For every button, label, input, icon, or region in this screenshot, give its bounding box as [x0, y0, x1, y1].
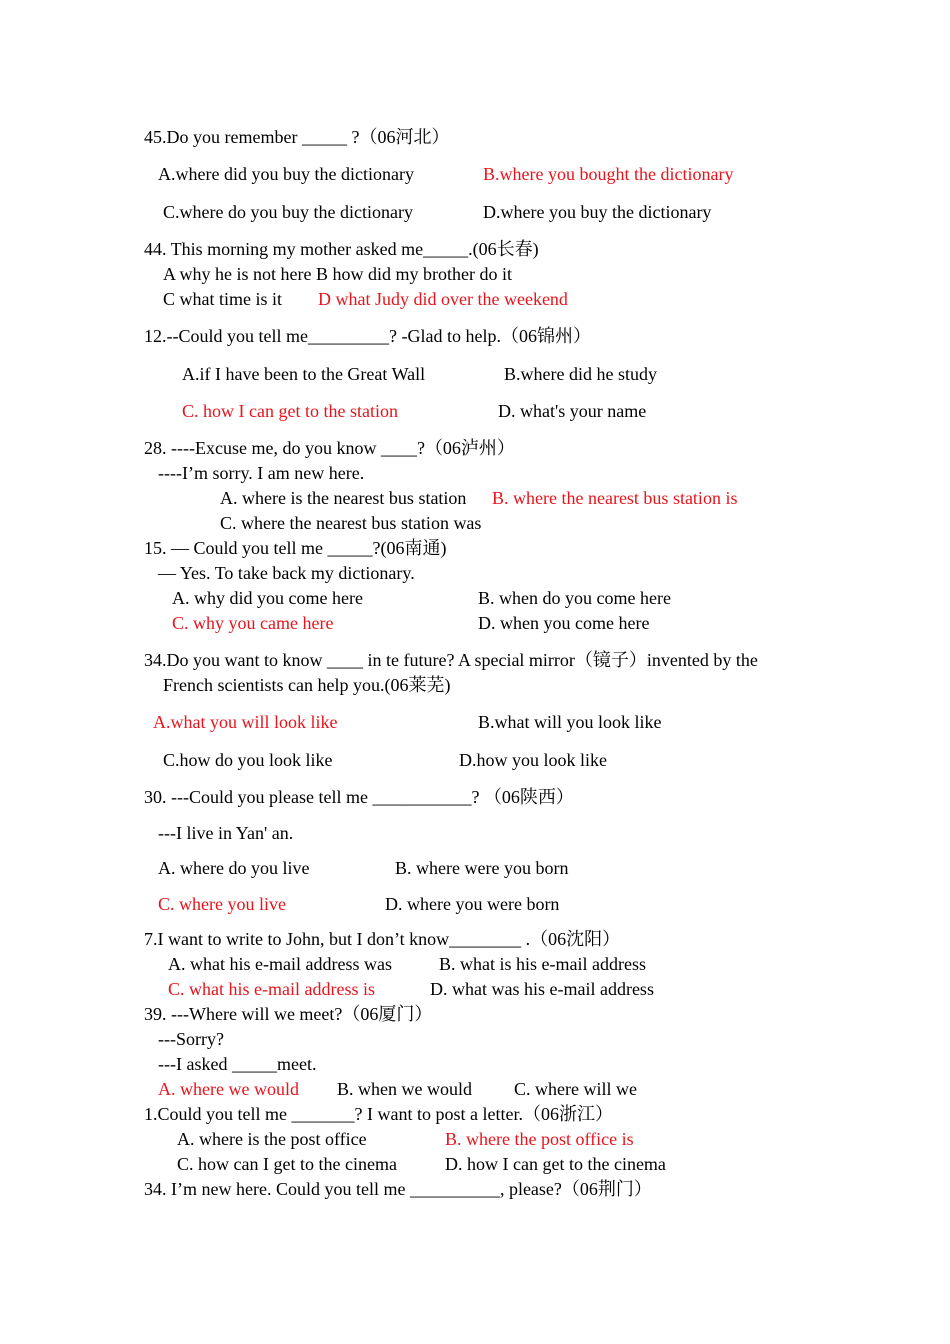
- answer-option-d: D what Judy did over the weekend: [318, 289, 568, 309]
- option-d: D. when you come here: [478, 613, 650, 633]
- option-c: C.how do you look like: [163, 750, 333, 770]
- question-28: 28. ----Excuse me, do you know ____?（06泸州）: [144, 438, 515, 458]
- option-a: A.if I have been to the Great Wall: [182, 364, 426, 384]
- question-34: 34.Do you want to know ____ in te future? A special mirror（镜子）invented by the: [144, 650, 758, 670]
- answer-option-b: B. where the post office is: [445, 1129, 634, 1149]
- answer-option-c: C. why you came here: [172, 613, 334, 633]
- dialogue-line: ---I asked _____meet.: [158, 1054, 317, 1074]
- answer-option-b: B.where you bought the dictionary: [483, 164, 734, 184]
- option-c: C.where do you buy the dictionary: [163, 202, 413, 222]
- question-34-continued: French scientists can help you.(06莱芜): [163, 675, 451, 695]
- option-a: A. where is the nearest bus station: [220, 488, 467, 508]
- option-d: D. what's your name: [498, 401, 647, 421]
- option-a: A. what his e-mail address was: [168, 954, 392, 974]
- question-34-jingmen: 34. I’m new here. Could you tell me __________, please?（06荆门）: [144, 1179, 652, 1199]
- option-a: A.where did you buy the dictionary: [158, 164, 414, 184]
- option-b: B. when do you come here: [478, 588, 671, 608]
- answer-option-a: A. where we would: [158, 1079, 299, 1099]
- question-15: 15. — Could you tell me _____?(06南通): [144, 538, 447, 558]
- option-b: B.where did he study: [504, 364, 657, 384]
- answer-option-c: C. how I can get to the station: [182, 401, 398, 421]
- answer-option-c: C. where you live: [158, 894, 286, 914]
- answer-option-c: C. what his e-mail address is: [168, 979, 375, 999]
- question-39: 39. ---Where will we meet?（06厦门）: [144, 1004, 433, 1024]
- question-45: 45.Do you remember _____ ?（06河北）: [144, 127, 450, 147]
- option-a-b: A why he is not here B how did my brother do it: [163, 264, 512, 284]
- option-a: A. where do you live: [158, 858, 310, 878]
- question-44: 44. This morning my mother asked me_____.(06长春): [144, 239, 539, 259]
- question-30: 30. ---Could you please tell me ___________? （06陕西）: [144, 787, 574, 807]
- option-a: A. why did you come here: [172, 588, 363, 608]
- answer-option-b: B. where the nearest bus station is: [492, 488, 738, 508]
- option-c: C. where will we: [514, 1079, 637, 1099]
- option-b: B.what will you look like: [478, 712, 662, 732]
- question-7: 7.I want to write to John, but I don’t know________ .（06沈阳）: [144, 929, 621, 949]
- option-b: B. where were you born: [395, 858, 569, 878]
- option-b: B. when we would: [337, 1079, 472, 1099]
- option-c: C. how can I get to the cinema: [177, 1154, 397, 1174]
- option-b: B. what is his e-mail address: [439, 954, 646, 974]
- option-c: C what time is it: [163, 289, 282, 309]
- option-d: D.where you buy the dictionary: [483, 202, 712, 222]
- option-d: D. how I can get to the cinema: [445, 1154, 666, 1174]
- option-d: D. where you were born: [385, 894, 560, 914]
- option-a: A. where is the post office: [177, 1129, 367, 1149]
- dialogue-line: — Yes. To take back my dictionary.: [158, 563, 415, 583]
- question-12: 12.--Could you tell me_________? -Glad to help.（06锦州）: [144, 326, 591, 346]
- answer-option-a: A.what you will look like: [153, 712, 338, 732]
- option-d: D. what was his e-mail address: [430, 979, 654, 999]
- question-1: 1.Could you tell me _______? I want to post a letter.（06浙江）: [144, 1104, 613, 1124]
- dialogue-line: ---Sorry?: [158, 1029, 224, 1049]
- option-d: D.how you look like: [459, 750, 607, 770]
- dialogue-line: ----I’m sorry. I am new here.: [158, 463, 365, 483]
- option-c: C. where the nearest bus station was: [220, 513, 482, 533]
- dialogue-line: ---I live in Yan' an.: [158, 823, 294, 843]
